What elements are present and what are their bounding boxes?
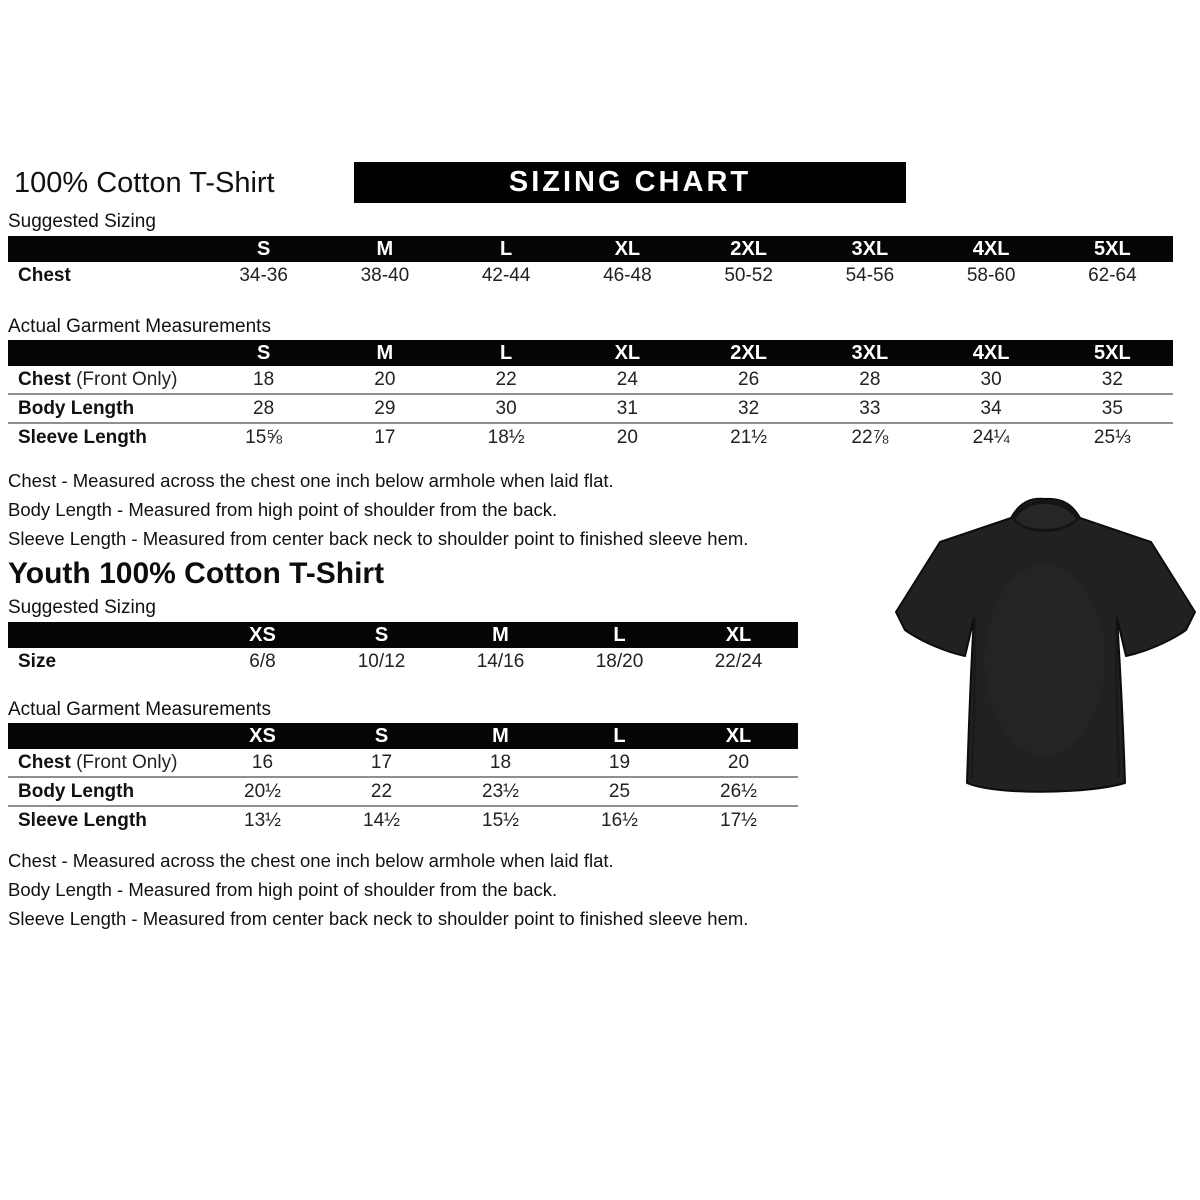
table-row	[8, 393, 1173, 422]
column-header: 3XL	[851, 341, 889, 364]
cell-value: 58-60	[966, 264, 1016, 286]
column-header: M	[376, 237, 394, 260]
cell-value: 28	[859, 368, 881, 390]
page-title: 100% Cotton T-Shirt	[14, 167, 275, 199]
cell-value: 25⅓	[1093, 426, 1131, 448]
youth-actual-measurements-table	[8, 723, 798, 834]
column-header: L	[500, 341, 513, 364]
youth-measurement-notes	[8, 846, 1178, 933]
cell-value: 24	[616, 368, 638, 390]
cell-value: 17	[370, 751, 393, 773]
row-label: Sleeve Length	[18, 426, 147, 448]
cell-value: 25	[608, 780, 631, 802]
column-header: XL	[725, 724, 752, 747]
column-header: 3XL	[851, 237, 889, 260]
cell-value: 30	[980, 368, 1002, 390]
adult-actual-measurements-table	[8, 340, 1173, 451]
cell-value: 62-64	[1088, 264, 1137, 286]
youth-actual-measurements-label: Actual Garment Measurements	[8, 699, 271, 720]
table-header-row	[8, 340, 1173, 366]
column-header: S	[374, 623, 389, 646]
adult-actual-measurements-label: Actual Garment Measurements	[8, 316, 271, 337]
column-header: 4XL	[972, 341, 1010, 364]
cell-value: 16½	[601, 809, 638, 831]
column-header: S	[256, 341, 271, 364]
column-header: S	[374, 724, 389, 747]
column-header: M	[492, 623, 509, 646]
column-header: L	[613, 724, 626, 747]
column-header: 2XL	[730, 341, 767, 364]
row-label: Sleeve Length	[18, 809, 147, 831]
column-header: M	[492, 724, 509, 747]
youth-section-title: Youth 100% Cotton T-Shirt	[8, 557, 385, 590]
cell-value: 22⅞	[851, 426, 889, 448]
table-row	[8, 805, 798, 834]
cell-value: 13½	[244, 809, 281, 831]
column-header: 5XL	[1094, 341, 1131, 364]
column-header: S	[256, 237, 271, 260]
header-row	[8, 162, 1178, 204]
cell-value: 20½	[244, 780, 281, 802]
column-header: 2XL	[730, 237, 767, 260]
cell-value: 17½	[720, 809, 757, 831]
cell-value: 34	[980, 397, 1002, 419]
cell-value: 35	[1101, 397, 1123, 419]
table-row	[8, 749, 798, 776]
cell-value: 20	[374, 368, 396, 390]
column-header: M	[376, 341, 394, 364]
cell-value: 10/12	[357, 650, 406, 672]
column-header: XL	[614, 237, 641, 260]
row-label: Size	[18, 650, 57, 672]
row-label: Chest	[18, 264, 71, 286]
cell-value: 21½	[730, 426, 768, 448]
cell-value: 34-36	[239, 264, 288, 286]
note-chest: Chest - Measured across the chest one inch below armhole when laid flat.	[8, 850, 614, 871]
cell-value: 18½	[487, 426, 525, 448]
black-tshirt-image	[893, 490, 1198, 802]
cell-value: 18	[253, 368, 275, 390]
cell-value: 26½	[720, 780, 757, 802]
table-row	[8, 648, 798, 675]
adult-suggested-sizing-table	[8, 236, 1173, 289]
cell-value: 46-48	[603, 264, 652, 286]
cell-value: 19	[608, 751, 631, 773]
column-header: L	[500, 237, 513, 260]
row-label: Body Length	[18, 780, 135, 802]
cell-value: 28	[253, 397, 275, 419]
column-header: XL	[725, 623, 752, 646]
row-label: Chest (Front Only)	[18, 368, 178, 390]
note-sleeve-length: Sleeve Length - Measured from center back neck to shoulder point to finished sleeve hem.	[8, 528, 749, 549]
cell-value: 20	[616, 426, 638, 448]
table-row	[8, 776, 798, 805]
cell-value: 18/20	[595, 650, 644, 672]
cell-value: 15½	[482, 809, 519, 831]
cell-value: 32	[1101, 368, 1123, 390]
column-header: XS	[249, 724, 276, 747]
note-chest: Chest - Measured across the chest one inch below armhole when laid flat.	[8, 470, 614, 491]
cell-value: 18	[489, 751, 512, 773]
table-header-row	[8, 236, 1173, 262]
row-label: Body Length	[18, 397, 135, 419]
cell-value: 33	[859, 397, 881, 419]
column-header: 5XL	[1094, 237, 1131, 260]
column-header: XS	[249, 623, 276, 646]
sizing-chart-banner: SIZING CHART	[354, 162, 906, 203]
row-label: Chest (Front Only)	[18, 751, 178, 773]
cell-value: 24¼	[972, 426, 1010, 448]
cell-value: 26	[738, 368, 760, 390]
column-header: L	[613, 623, 626, 646]
column-header: 4XL	[972, 237, 1010, 260]
note-body-length: Body Length - Measured from high point of shoulder from the back.	[8, 879, 558, 900]
cell-value: 6/8	[249, 650, 276, 672]
cell-value: 30	[495, 397, 517, 419]
cell-value: 42-44	[481, 264, 531, 286]
table-header-row	[8, 723, 798, 749]
cell-value: 17	[374, 426, 396, 448]
cell-value: 29	[374, 397, 396, 419]
cell-value: 20	[727, 751, 750, 773]
cell-value: 38-40	[360, 264, 410, 286]
note-sleeve-length: Sleeve Length - Measured from center back neck to shoulder point to finished sleeve hem.	[8, 908, 749, 929]
adult-suggested-sizing-label: Suggested Sizing	[8, 211, 156, 232]
table-row	[8, 366, 1173, 393]
cell-value: 22	[370, 780, 393, 802]
cell-value: 23½	[482, 780, 519, 802]
cell-value: 15⅝	[245, 426, 283, 448]
youth-suggested-sizing-label: Suggested Sizing	[8, 597, 156, 618]
cell-value: 54-56	[845, 264, 895, 286]
table-row	[8, 422, 1173, 451]
cell-value: 16	[251, 751, 274, 773]
cell-value: 22/24	[714, 650, 763, 672]
cell-value: 14/16	[476, 650, 525, 672]
tshirt-icon	[893, 490, 1198, 802]
column-header: XL	[614, 341, 641, 364]
table-row	[8, 262, 1173, 289]
cell-value: 32	[738, 397, 760, 419]
cell-value: 31	[616, 397, 638, 419]
cell-value: 22	[495, 368, 517, 390]
table-header-row	[8, 622, 798, 648]
cell-value: 14½	[363, 809, 400, 831]
note-body-length: Body Length - Measured from high point of shoulder from the back.	[8, 499, 558, 520]
cell-value: 50-52	[724, 264, 773, 286]
youth-suggested-sizing-table	[8, 622, 798, 675]
